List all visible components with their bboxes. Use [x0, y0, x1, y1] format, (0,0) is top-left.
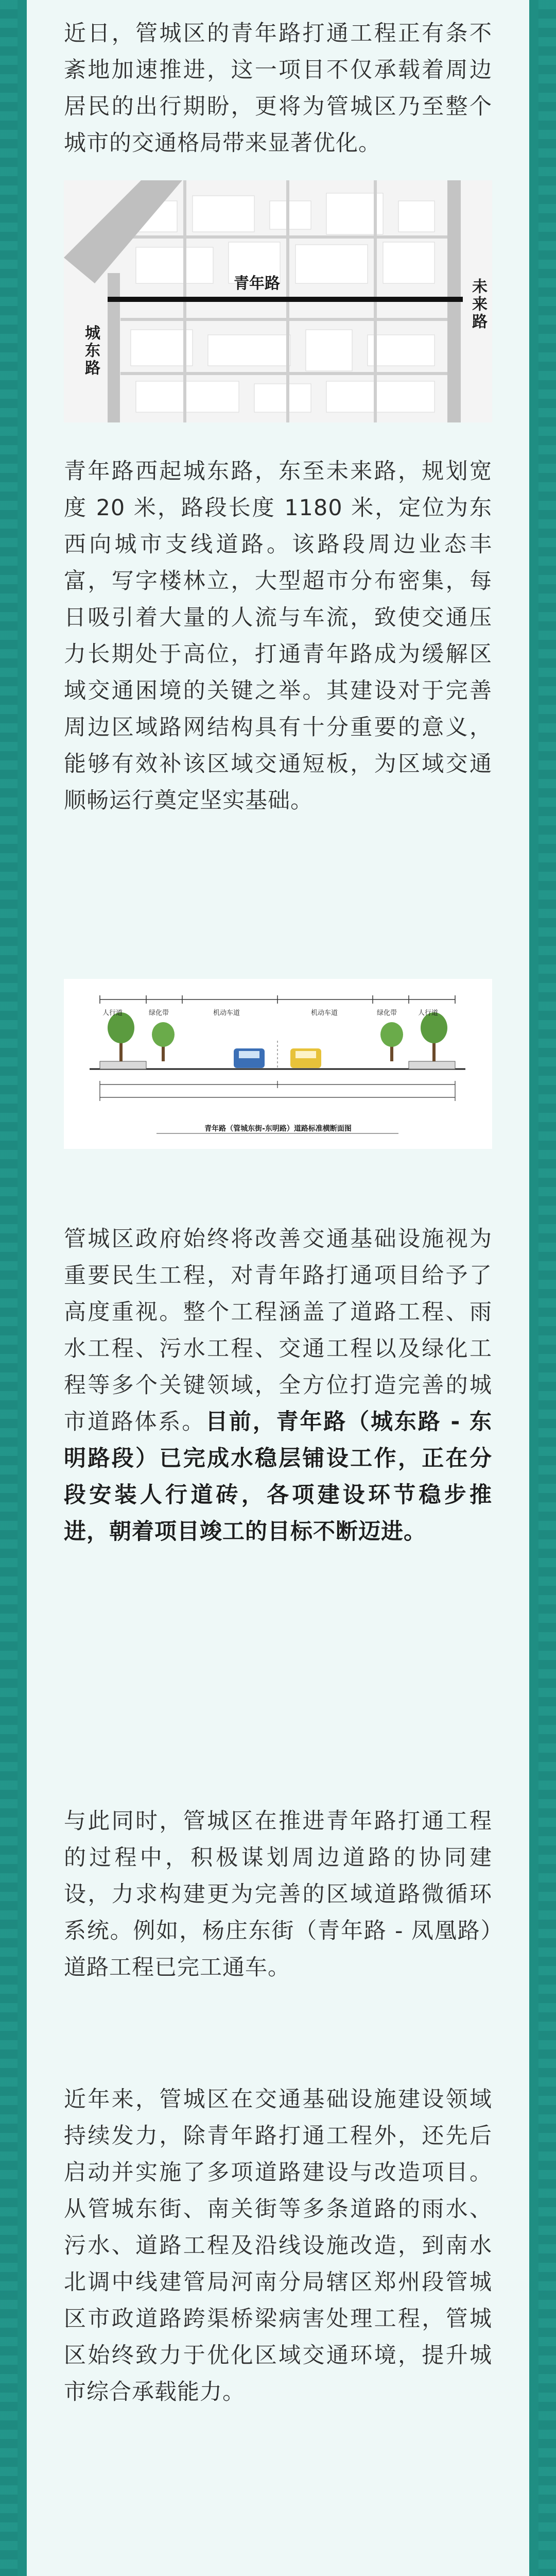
lane-label-sidewalk-left: 人行道: [102, 1009, 123, 1017]
paragraph-government-focus-text: 管城区政府始终将改善交通基础设施视为重要民生工程，对青年路打通项目给予了高度重视。整个工程涵盖了道路工程、雨水工程、污水工程、交通工程以及绿化工程等多个关键领域，全方位打造完善的城市道路体系。: [64, 1226, 492, 1435]
west-road-label: 城东路: [82, 325, 100, 377]
lane-label-green-right: 绿化带: [377, 1009, 397, 1017]
paragraph-progress-highlight: 目前，青年路（城东路 - 东明路段）已完成水稳层铺设工作，正在分段安装人行道砖，各项建设环节稳步推进，朝着项目竣工的目标不断迈进。: [64, 1409, 493, 1545]
paragraph-government-focus: [64, 1221, 492, 1550]
paragraph-coordinated-construction: 与此同时，管城区在推进青年路打通工程的过程中，积极谋划周边道路的协同建设，力求构建更为完善的区域道路微循环系统。例如，杨庄东街（青年路 - 凤凰路）道路工程已完工通车。: [64, 1808, 492, 1980]
east-road-label: 未来路: [469, 278, 487, 331]
cross-section-caption: 青年路（管城东街-东明路）道路标准横断面图: [204, 1125, 352, 1133]
lane-label-green-left: 绿化带: [149, 1009, 169, 1017]
right-decorative-strip: [538, 0, 556, 2576]
lane-label-motor-left: 机动车道: [213, 1009, 240, 1017]
lane-label-sidewalk-right: 人行道: [418, 1009, 439, 1017]
road-location-map: [64, 180, 492, 422]
lane-label-motor-right: 机动车道: [311, 1009, 338, 1017]
left-decorative-strip: [0, 0, 18, 2576]
article-card: [27, 0, 529, 2576]
road-cross-section-figure: [64, 979, 492, 1149]
road-name-label: 青年路: [234, 275, 280, 293]
paragraph-intro: 近日，管城区的青年路打通工程正有条不紊地加速推进，这一项目不仅承载着周边居民的出行期盼，更将为管城区乃至整个城市的交通格局带来显著优化。: [64, 21, 492, 156]
map-graphic: [64, 180, 492, 422]
paragraph-road-overview: 青年路西起城东路，东至未来路，规划宽度 20 米，路段长度 1180 米，定位为东西向城市支线道路。该路段周边业态丰富，写字楼林立，大型超市分布密集，每日吸引着大量的人流与车流，致使交通压力长期处于高位，打通青年路成为缓解区域交通困境的关键之举。其建设对于完善周边区域路网结构具有十分重要的意义，能够有效补该区域交通短板，为区域交通顺畅运行奠定坚实基础。: [64, 459, 492, 814]
paragraph-recent-projects: 近年来，管城区在交通基础设施建设领域持续发力，除青年路打通工程外，还先后启动并实施了多项道路建设与改造项目。从管城东街、南关街等多条道路的雨水、污水、道路工程及沿线设施改造，到南水北调中线建管局河南分局辖区郑州段管城区市政道路跨渠桥梁病害处理工程，管城区始终致力于优化区域交通环境，提升城市综合承载能力。: [64, 2087, 492, 2405]
